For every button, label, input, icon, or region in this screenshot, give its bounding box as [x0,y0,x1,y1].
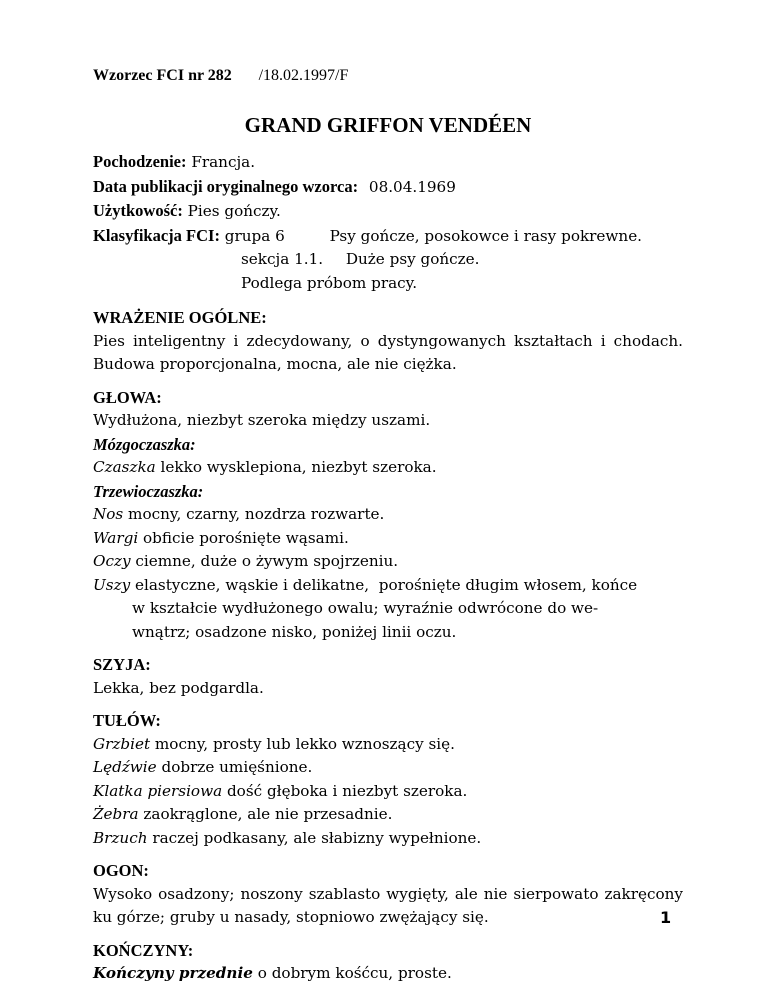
tail-heading: OGON: [93,861,149,880]
ribs-term: Żebra [93,805,139,823]
standard-code: /18.02.1997/F [258,67,349,84]
front-limbs-term: Kończyny przednie [93,964,253,982]
skull-line [93,456,683,480]
chest-text: dość głęboka i niezbyt szeroka. [222,781,468,800]
ears-text: elastyczne, wąskie i delikatne, porośnięte długim włosem, końce [130,575,638,594]
skull-text: lekko wysklepiona, niezbyt szeroka. [155,458,437,476]
neck-text: Lekka, bez podgardla. [93,678,264,697]
standard-number: Wzorzec FCI nr 282 [93,67,232,84]
use-line [93,199,683,224]
general-text: Pies inteligentny i zdecydowany, o dystyngowanych kształtach i chodach. Budowa proporcjonalna, mocna, ale nie ciężka. [93,331,683,373]
ears-cont-1: w kształcie wydłużonego owalu; wyraźnie odwrócone do we- [132,599,599,617]
skull-term: Czaszka [93,458,156,476]
belly-line [93,827,683,851]
classification-line [93,224,683,249]
class-group: grupa 6 [224,226,285,245]
origin-value: Francja. [191,153,256,171]
origin-line [93,150,683,175]
eyes-term: Oczy [93,552,131,570]
use-value: Pies gończy. [187,202,281,220]
body-heading: TUŁÓW: [93,711,161,730]
ears-cont-2: wnątrz; osadzone nisko, poniżej linii oczu. [132,622,457,641]
head-intro: Wydłużona, niezbyt szeroka między uszami. [93,411,431,429]
lips-line [93,527,683,551]
front-limbs-line [93,962,683,986]
chest-line [93,780,683,804]
belly-term: Brzuch [93,828,148,847]
nose-line [93,503,683,527]
page-number: 1 [660,908,672,927]
general-heading: WRAŻENIE OGÓLNE: [93,308,267,327]
loin-text: dobrze umięśnione. [156,758,313,776]
lips-text: obficie porośnięte wąsami. [138,528,349,547]
limbs-heading: KOŃCZYNY: [93,940,194,960]
nose-text: mocny, czarny, nozdrza rozwarte. [123,505,385,523]
belly-text: raczej podkasany, ale słabizny wypełnione. [147,828,482,847]
breed-title: GRAND GRIFFON VENDÉEN [244,113,532,137]
date-line [93,175,683,200]
tail-text: Wysoko osadzony; noszony szablasto wygięty, ale nie sierpowato zakręcony ku górze; gruby u nasady, stopniowo zwężający się. [93,884,683,926]
head-heading: GŁOWA: [93,387,162,407]
work-trial-line: Podlega próbom pracy. [241,273,418,292]
ears-term: Uszy [93,575,131,594]
face-heading: Trzewioczaszka: [93,481,204,501]
loin-line [93,756,683,780]
front-limbs-text: o dobrym kośćcu, proste. [252,964,452,982]
class-section-desc: Duże psy gończe. [345,250,480,268]
standard-header [93,66,348,85]
ribs-line [93,803,683,827]
class-group-desc: Psy gończe, posokowce i rasy pokrewne. [329,226,643,245]
skull-heading: Mózgoczaszka: [93,434,196,454]
chest-term: Klatka piersiowa [93,781,223,800]
back-text: mocny, prosty lub lekko wznoszący się. [150,734,455,753]
section-line [93,248,683,272]
back-term: Grzbiet [93,734,151,753]
date-label: Data publikacji oryginalnego wzorca: [93,176,359,196]
classification-label: Klasyfikacja FCI: [93,225,220,245]
loin-term: Lędźwie [93,758,157,776]
document-body [93,150,683,986]
neck-heading: SZYJA: [93,655,151,674]
origin-label: Pochodzenie: [93,152,187,171]
use-label: Użytkowość: [93,201,183,220]
nose-term: Nos [93,505,124,523]
ears-line [93,574,683,598]
lips-term: Wargi [93,528,139,547]
date-value: 08.04.1969 [368,177,456,196]
ribs-text: zaokrąglone, ale nie przesadnie. [138,805,393,823]
eyes-text: ciemne, duże o żywym spojrzeniu. [130,552,399,570]
eyes-line [93,550,683,574]
back-line [93,733,683,757]
class-section: sekcja 1.1. [241,250,324,268]
